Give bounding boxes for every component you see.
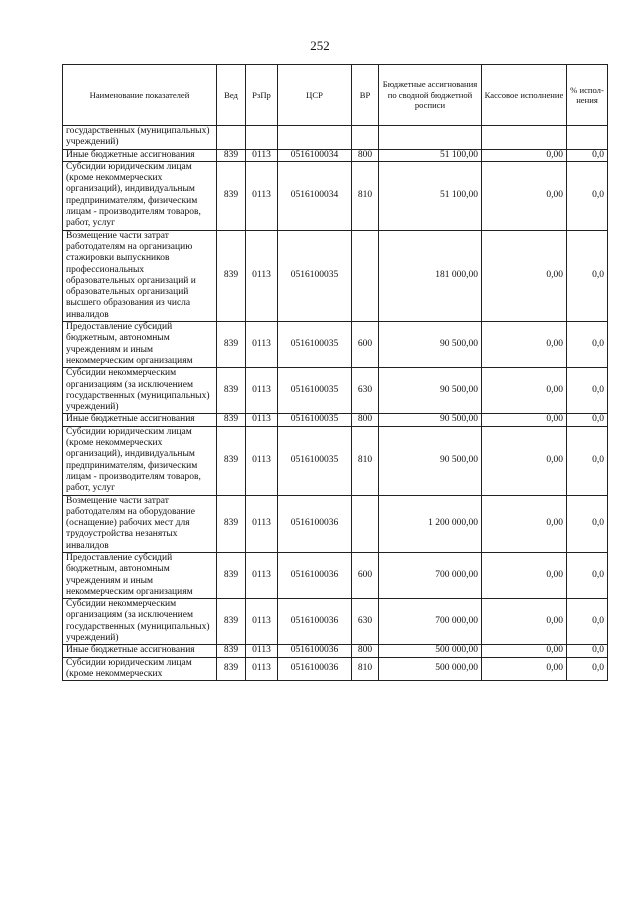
row-ved-cell: 839 <box>217 657 246 681</box>
row-kassa-cell <box>482 126 567 150</box>
row-vr-cell <box>352 126 379 150</box>
row-rzpr-cell: 0113 <box>246 599 278 645</box>
row-rzpr-cell: 0113 <box>246 552 278 598</box>
row-name-cell: государственных (муниципальных) учреждений) <box>63 126 217 150</box>
row-csr-cell: 0516100035 <box>278 368 352 414</box>
row-vr-cell <box>352 230 379 321</box>
row-vr-cell: 600 <box>352 552 379 598</box>
table-row <box>63 161 608 230</box>
table-row <box>63 645 608 657</box>
row-rzpr-cell <box>246 126 278 150</box>
row-csr-cell: 0516100036 <box>278 552 352 598</box>
row-vr-cell: 810 <box>352 161 379 230</box>
row-rzpr-cell: 0113 <box>246 657 278 681</box>
row-name-cell: Субсидии некоммерческим организациям (за исключением государственных (муниципальных) учреждений) <box>63 368 217 414</box>
header-pct: % испол-нения <box>567 65 608 126</box>
table-row <box>63 230 608 321</box>
row-csr-cell: 0516100036 <box>278 599 352 645</box>
table-row <box>63 126 608 150</box>
row-kassa-cell: 0,00 <box>482 645 567 657</box>
table-row <box>63 657 608 681</box>
row-vr-cell: 800 <box>352 414 379 426</box>
row-vr-cell: 800 <box>352 645 379 657</box>
budget-table <box>62 64 608 681</box>
row-kassa-cell: 0,00 <box>482 426 567 495</box>
row-ved-cell: 839 <box>217 368 246 414</box>
row-name-cell: Предоставление субсидий бюджетным, автономным учреждениям и иным некоммерческим организациям <box>63 322 217 368</box>
row-rzpr-cell: 0113 <box>246 149 278 161</box>
row-plan-cell: 90 500,00 <box>379 426 482 495</box>
row-pct-cell: 0,0 <box>567 230 608 321</box>
row-pct-cell: 0,0 <box>567 322 608 368</box>
row-vr-cell <box>352 495 379 552</box>
row-plan-cell <box>379 126 482 150</box>
row-pct-cell: 0,0 <box>567 414 608 426</box>
row-ved-cell: 839 <box>217 599 246 645</box>
header-vr: ВР <box>352 65 379 126</box>
table-row <box>63 322 608 368</box>
row-vr-cell: 800 <box>352 149 379 161</box>
row-name-cell: Возмещение части затрат работодателям на организацию стажировки выпускников профессиональных образовательных организаций и образовательных организаций высшего образования из числа инвалидов <box>63 230 217 321</box>
row-name-cell: Субсидии юридическим лицам (кроме некоммерческих организаций), индивидуальным предпринимателям, физическим лицам - производителям товаров, работ, услуг <box>63 426 217 495</box>
row-name-cell: Субсидии юридическим лицам (кроме некоммерческих <box>63 657 217 681</box>
row-pct-cell: 0,0 <box>567 645 608 657</box>
row-pct-cell <box>567 126 608 150</box>
row-plan-cell: 1 200 000,00 <box>379 495 482 552</box>
row-ved-cell: 839 <box>217 552 246 598</box>
row-kassa-cell: 0,00 <box>482 230 567 321</box>
row-pct-cell: 0,0 <box>567 552 608 598</box>
row-rzpr-cell: 0113 <box>246 368 278 414</box>
row-pct-cell: 0,0 <box>567 149 608 161</box>
table-row <box>63 599 608 645</box>
row-plan-cell: 51 100,00 <box>379 149 482 161</box>
row-vr-cell: 810 <box>352 426 379 495</box>
row-ved-cell: 839 <box>217 645 246 657</box>
table-row <box>63 495 608 552</box>
row-csr-cell: 0516100035 <box>278 414 352 426</box>
row-name-cell: Иные бюджетные ассигнования <box>63 645 217 657</box>
row-kassa-cell: 0,00 <box>482 161 567 230</box>
row-ved-cell: 839 <box>217 230 246 321</box>
row-rzpr-cell: 0113 <box>246 426 278 495</box>
row-ved-cell: 839 <box>217 322 246 368</box>
row-vr-cell: 630 <box>352 599 379 645</box>
table-row <box>63 426 608 495</box>
header-rzpr: РзПр <box>246 65 278 126</box>
row-pct-cell: 0,0 <box>567 161 608 230</box>
row-pct-cell: 0,0 <box>567 495 608 552</box>
row-csr-cell: 0516100036 <box>278 495 352 552</box>
row-kassa-cell: 0,00 <box>482 322 567 368</box>
row-kassa-cell: 0,00 <box>482 495 567 552</box>
row-name-cell: Иные бюджетные ассигнования <box>63 414 217 426</box>
row-plan-cell: 700 000,00 <box>379 599 482 645</box>
row-plan-cell: 51 100,00 <box>379 161 482 230</box>
row-kassa-cell: 0,00 <box>482 414 567 426</box>
row-csr-cell: 0516100035 <box>278 426 352 495</box>
row-pct-cell: 0,0 <box>567 657 608 681</box>
row-plan-cell: 700 000,00 <box>379 552 482 598</box>
row-name-cell: Предоставление субсидий бюджетным, автономным учреждениям и иным некоммерческим организациям <box>63 552 217 598</box>
row-ved-cell: 839 <box>217 426 246 495</box>
row-ved-cell: 839 <box>217 149 246 161</box>
row-plan-cell: 500 000,00 <box>379 645 482 657</box>
row-name-cell: Возмещение части затрат работодателям на оборудование (оснащение) рабочих мест для трудоустройства незанятых инвалидов <box>63 495 217 552</box>
row-plan-cell: 90 500,00 <box>379 368 482 414</box>
row-rzpr-cell: 0113 <box>246 495 278 552</box>
row-rzpr-cell: 0113 <box>246 161 278 230</box>
row-rzpr-cell: 0113 <box>246 230 278 321</box>
row-vr-cell: 630 <box>352 368 379 414</box>
row-plan-cell: 181 000,00 <box>379 230 482 321</box>
row-kassa-cell: 0,00 <box>482 599 567 645</box>
row-pct-cell: 0,0 <box>567 426 608 495</box>
row-name-cell: Субсидии некоммерческим организациям (за исключением государственных (муниципальных) учреждений) <box>63 599 217 645</box>
row-plan-cell: 500 000,00 <box>379 657 482 681</box>
row-ved-cell <box>217 126 246 150</box>
table-row <box>63 149 608 161</box>
row-csr-cell: 0516100034 <box>278 161 352 230</box>
row-vr-cell: 600 <box>352 322 379 368</box>
page-number: 252 <box>310 38 330 53</box>
table-row <box>63 552 608 598</box>
row-ved-cell: 839 <box>217 414 246 426</box>
row-pct-cell: 0,0 <box>567 368 608 414</box>
row-rzpr-cell: 0113 <box>246 645 278 657</box>
row-ved-cell: 839 <box>217 495 246 552</box>
row-csr-cell: 0516100034 <box>278 149 352 161</box>
header-name: Наименование показателей <box>63 65 217 126</box>
table-header-row <box>63 65 608 126</box>
row-csr-cell: 0516100036 <box>278 657 352 681</box>
row-name-cell: Иные бюджетные ассигнования <box>63 149 217 161</box>
row-csr-cell: 0516100036 <box>278 645 352 657</box>
header-plan: Бюджетные ассигнования по сводной бюджетной росписи <box>379 65 482 126</box>
row-csr-cell <box>278 126 352 150</box>
row-kassa-cell: 0,00 <box>482 368 567 414</box>
row-ved-cell: 839 <box>217 161 246 230</box>
header-csr: ЦСР <box>278 65 352 126</box>
row-plan-cell: 90 500,00 <box>379 414 482 426</box>
row-csr-cell: 0516100035 <box>278 322 352 368</box>
row-pct-cell: 0,0 <box>567 599 608 645</box>
row-rzpr-cell: 0113 <box>246 322 278 368</box>
row-name-cell: Субсидии юридическим лицам (кроме некоммерческих организаций), индивидуальным предпринимателям, физическим лицам - производителям товаров, работ, услуг <box>63 161 217 230</box>
row-rzpr-cell: 0113 <box>246 414 278 426</box>
header-ved: Вед <box>217 65 246 126</box>
row-vr-cell: 810 <box>352 657 379 681</box>
row-kassa-cell: 0,00 <box>482 552 567 598</box>
table-row <box>63 414 608 426</box>
row-kassa-cell: 0,00 <box>482 657 567 681</box>
header-kassa: Кассовое исполнение <box>482 65 567 126</box>
row-plan-cell: 90 500,00 <box>379 322 482 368</box>
row-csr-cell: 0516100035 <box>278 230 352 321</box>
row-kassa-cell: 0,00 <box>482 149 567 161</box>
table-row <box>63 368 608 414</box>
